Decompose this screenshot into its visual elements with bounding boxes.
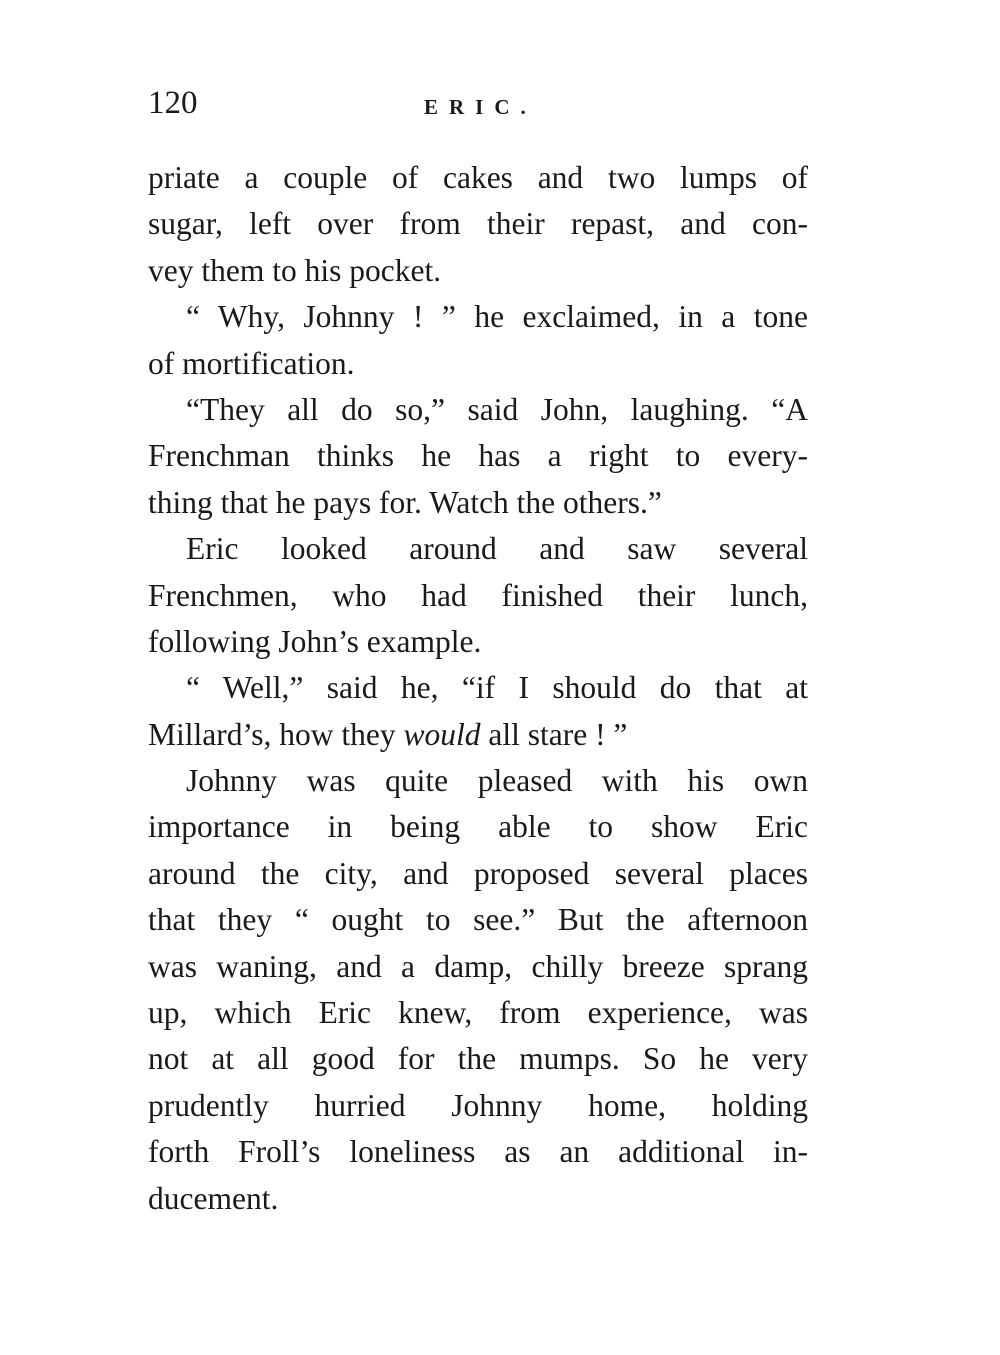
text-line: Eric looked around and saw several (186, 531, 808, 567)
text-line: Frenchman thinks he has a right to every- (148, 438, 808, 474)
text-line: “They all do so,” said John, laughing. “A (186, 391, 808, 427)
text-line: thing that he pays for. Watch the others.” (148, 484, 662, 520)
italic-emphasis: would (403, 716, 481, 752)
text-line: was waning, and a damp, chilly breeze sprang (148, 948, 808, 984)
text-line: ducement. (148, 1180, 279, 1216)
body-text (148, 155, 808, 1222)
running-head (148, 80, 808, 126)
text-line: up, which Eric knew, from experience, was (148, 995, 808, 1031)
running-title: ERIC. (424, 95, 537, 119)
text-line: vey them to his pocket. (148, 252, 442, 288)
text-line: following John’s example. (148, 623, 482, 659)
text-line: of mortification. (148, 345, 355, 381)
text-segment: all stare ! ” (480, 716, 628, 752)
text-line: prudently hurried Johnny home, holding (148, 1087, 808, 1123)
text-line: around the city, and proposed several places (148, 855, 808, 891)
text-line: forth Froll’s loneliness as an additional in- (148, 1134, 808, 1170)
text-line: sugar, left over from their repast, and con- (148, 206, 808, 242)
text-line: not at all good for the mumps. So he very (148, 1041, 808, 1077)
text-line: priate a couple of cakes and two lumps of (148, 160, 808, 195)
text-line (148, 712, 808, 758)
text-line: importance in being able to show Eric (148, 809, 808, 845)
text-line: Johnny was quite pleased with his own (186, 763, 808, 799)
text-line: that they “ ought to see.” But the afternoon (148, 902, 808, 938)
page-number: 120 (148, 85, 198, 121)
text-line: Frenchmen, who had finished their lunch, (148, 577, 808, 613)
text-line: “ Why, Johnny ! ” he exclaimed, in a tone (186, 299, 808, 335)
text-line: “ Well,” said he, “if I should do that at (186, 670, 808, 706)
text-segment: Millard’s, how they (148, 716, 404, 752)
